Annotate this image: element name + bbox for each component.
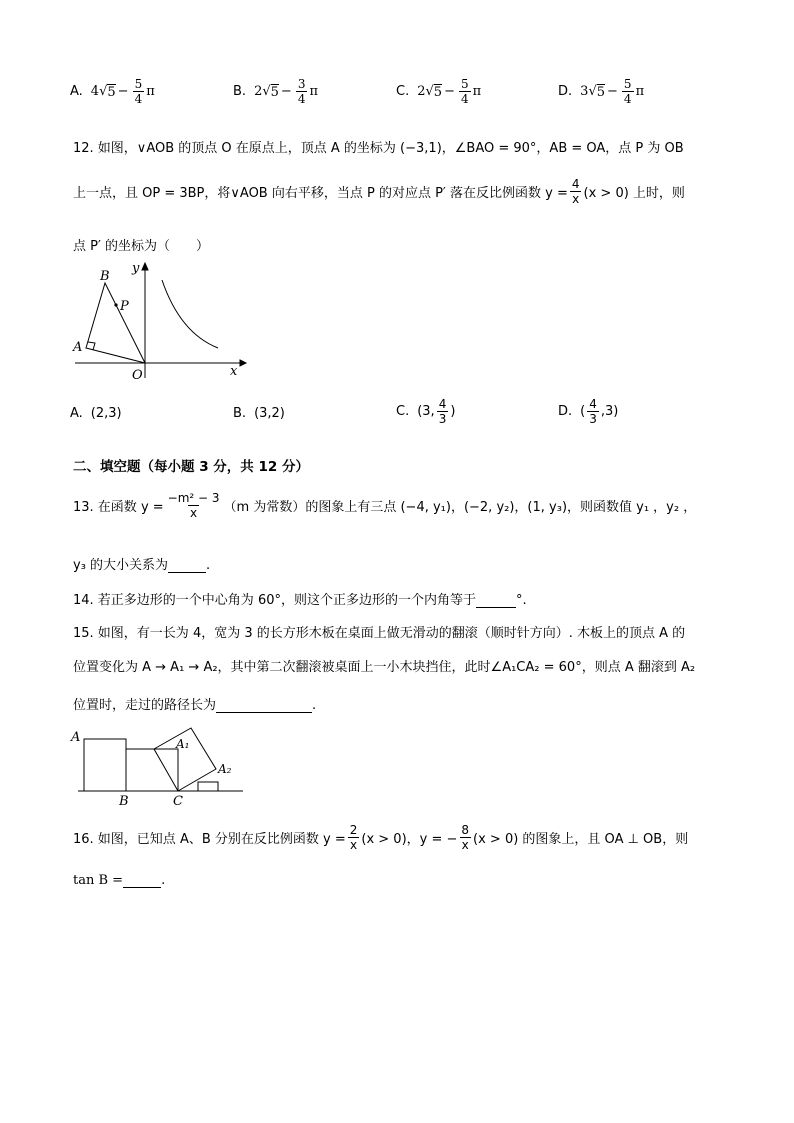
y-axis-arrow bbox=[142, 263, 148, 270]
denominator: 3 bbox=[438, 412, 447, 426]
q13-pre: 13. 在函数 y = bbox=[73, 500, 164, 515]
denominator: x bbox=[350, 838, 358, 852]
option-label: D. bbox=[558, 404, 573, 419]
denominator: x bbox=[190, 506, 198, 520]
q12-line2-post: (x > 0) 上时，则 bbox=[583, 186, 685, 201]
q16-line2-end: . bbox=[161, 873, 166, 888]
fraction bbox=[437, 398, 449, 425]
q12-fraction bbox=[570, 178, 582, 205]
label-a: A bbox=[73, 340, 83, 355]
option-text: (2,3) bbox=[90, 406, 122, 421]
q15-line2: 位置变化为 A → A₁ → A₂，其中第二次翻滚被桌面上一小木块挡住，此时∠A₁CA₂ = 60°，则点 A 翻滚到 A₂ bbox=[73, 660, 696, 675]
numerator: 4 bbox=[589, 397, 597, 411]
q14-end: °. bbox=[515, 593, 527, 608]
q16-line2-text: tan B = bbox=[73, 873, 124, 888]
option-text: (3,2) bbox=[254, 406, 285, 421]
answer-blank[interactable] bbox=[168, 557, 206, 573]
option-pre: (3, bbox=[417, 404, 435, 419]
sqrt-icon: √ bbox=[99, 84, 108, 99]
point-p-dot bbox=[114, 303, 117, 306]
numerator: 3 bbox=[297, 77, 306, 91]
sqrt-icon: √ bbox=[262, 84, 271, 99]
q15-line3-end: . bbox=[312, 698, 317, 713]
label-b: B bbox=[119, 794, 129, 809]
q15-line3 bbox=[73, 694, 316, 713]
operator: − bbox=[117, 84, 129, 99]
option-label: C. bbox=[396, 404, 410, 419]
board-start bbox=[84, 739, 126, 791]
q15-line1: 15. 如图，有一长为 4，宽为 3 的长方形木板在桌面上做无滑动的翻滚（顺时针方向）. 木板上的顶点 A 的 bbox=[73, 626, 686, 641]
pi-symbol: π bbox=[635, 84, 645, 99]
numerator: 2 bbox=[349, 823, 358, 837]
denominator: 4 bbox=[460, 92, 469, 106]
pi-symbol: π bbox=[146, 84, 155, 99]
fraction bbox=[622, 78, 634, 105]
numerator: −m² − 3 bbox=[167, 491, 220, 505]
small-block bbox=[198, 782, 218, 791]
q13-line2 bbox=[73, 554, 210, 573]
label-c: C bbox=[173, 794, 183, 809]
label-y: y bbox=[132, 261, 140, 276]
radicand: 5 bbox=[433, 84, 443, 100]
answer-blank[interactable] bbox=[216, 697, 312, 713]
operator: − bbox=[280, 84, 292, 99]
radicand: 5 bbox=[107, 84, 116, 100]
numerator: 5 bbox=[134, 77, 143, 91]
radicand: 5 bbox=[596, 84, 606, 100]
denominator: 4 bbox=[297, 92, 306, 106]
q13-fraction bbox=[166, 492, 222, 519]
label-b: B bbox=[100, 269, 110, 284]
option-post: ) bbox=[450, 404, 456, 419]
x-axis-arrow bbox=[240, 360, 246, 366]
q12-line1: 12. 如图，∨AOB 的顶点 O 在原点上，顶点 A 的坐标为 (−3,1)，∠BAO = 90°，AB = OA，点 P 为 OB bbox=[73, 141, 684, 156]
answer-blank[interactable] bbox=[476, 592, 516, 608]
q12-line3: 点 P′ 的坐标为（ ） bbox=[73, 239, 210, 254]
q12-option-b bbox=[233, 406, 285, 421]
fraction bbox=[133, 78, 145, 105]
q11-option-b bbox=[233, 78, 318, 105]
pi-symbol: π bbox=[472, 84, 482, 99]
fraction bbox=[459, 78, 471, 105]
q11-option-d bbox=[558, 78, 644, 105]
q12-option-c bbox=[396, 398, 455, 425]
sqrt-icon: √ bbox=[425, 84, 434, 99]
option-pre: ( bbox=[580, 404, 586, 419]
q15-line3-text: 位置时，走过的路径长为 bbox=[73, 698, 217, 713]
q12-figure bbox=[70, 258, 250, 383]
radicand: 5 bbox=[270, 84, 279, 100]
q11-option-a bbox=[70, 78, 155, 105]
section-title: 二、填空题（每小题 3 分，共 12 分） bbox=[73, 459, 309, 475]
label-a1: A₁ bbox=[176, 737, 190, 751]
q16-fraction-1 bbox=[348, 824, 360, 851]
option-label: A. bbox=[70, 406, 83, 421]
label-a: A bbox=[71, 730, 81, 745]
q12-option-d bbox=[558, 398, 618, 425]
q16-fraction-2 bbox=[459, 824, 471, 851]
label-x: x bbox=[230, 364, 238, 379]
label-o: O bbox=[132, 368, 143, 383]
numerator: 5 bbox=[460, 77, 469, 91]
q12-line2-pre: 上一点，且 OP = 3BP，将∨AOB 向右平移，当点 P 的对应点 P′ 落在反比例函数 y = bbox=[73, 186, 568, 201]
sqrt-icon: √ bbox=[588, 84, 597, 99]
option-label: D. bbox=[558, 84, 573, 99]
coef: 2 bbox=[254, 84, 263, 99]
option-label: B. bbox=[233, 84, 247, 99]
q16-line1 bbox=[73, 824, 688, 851]
numerator: 4 bbox=[571, 177, 580, 191]
numerator: 8 bbox=[461, 823, 470, 837]
label-a2: A₂ bbox=[218, 762, 232, 776]
coef: 2 bbox=[417, 84, 426, 99]
option-label: A. bbox=[70, 84, 83, 99]
denominator: 3 bbox=[589, 412, 597, 426]
coef: 4 bbox=[90, 84, 100, 99]
q15-figure bbox=[68, 725, 248, 810]
q16-mid: (x > 0)，y = − bbox=[361, 832, 458, 847]
fraction bbox=[296, 78, 308, 105]
label-p: P bbox=[120, 299, 129, 314]
option-label: B. bbox=[233, 406, 247, 421]
operator: − bbox=[444, 84, 455, 99]
q16-pre: 16. 如图，已知点 A、B 分别在反比例函数 y = bbox=[73, 832, 346, 847]
coef: 3 bbox=[580, 84, 589, 99]
denominator: 4 bbox=[623, 92, 632, 106]
numerator: 5 bbox=[623, 77, 632, 91]
denominator: x bbox=[461, 838, 469, 852]
triangle-aob bbox=[86, 283, 145, 363]
operator: − bbox=[607, 84, 618, 99]
fraction bbox=[587, 398, 599, 425]
q16-post: (x > 0) 的图象上，且 OA ⊥ OB，则 bbox=[473, 832, 689, 847]
q13-post: （m 为常数）的图象上有三点 (−4, y₁)，(−2, y₂)，(1, y₃)，则函数值 y₁ ，y₂ ， bbox=[223, 500, 697, 515]
q14-line bbox=[73, 589, 527, 608]
option-post: ,3) bbox=[600, 404, 619, 419]
numerator: 4 bbox=[438, 397, 447, 411]
option-label: C. bbox=[396, 84, 410, 99]
q13-line2-text: y₃ 的大小关系为 bbox=[73, 558, 169, 573]
answer-blank[interactable] bbox=[123, 872, 161, 888]
q14-text: 14. 若正多边形的一个中心角为 60°，则这个正多边形的一个内角等于 bbox=[73, 593, 476, 608]
q12-option-a bbox=[70, 406, 122, 421]
q12-line2 bbox=[73, 178, 685, 205]
q13-line2-end: . bbox=[206, 558, 211, 573]
hyperbola-curve bbox=[162, 280, 218, 348]
pi-symbol: π bbox=[309, 84, 319, 99]
denominator: 4 bbox=[134, 92, 143, 106]
q16-line2 bbox=[73, 872, 165, 888]
q13-line1 bbox=[73, 492, 696, 519]
denominator: x bbox=[572, 192, 580, 206]
q11-option-c bbox=[396, 78, 481, 105]
board-first-roll bbox=[126, 749, 178, 791]
